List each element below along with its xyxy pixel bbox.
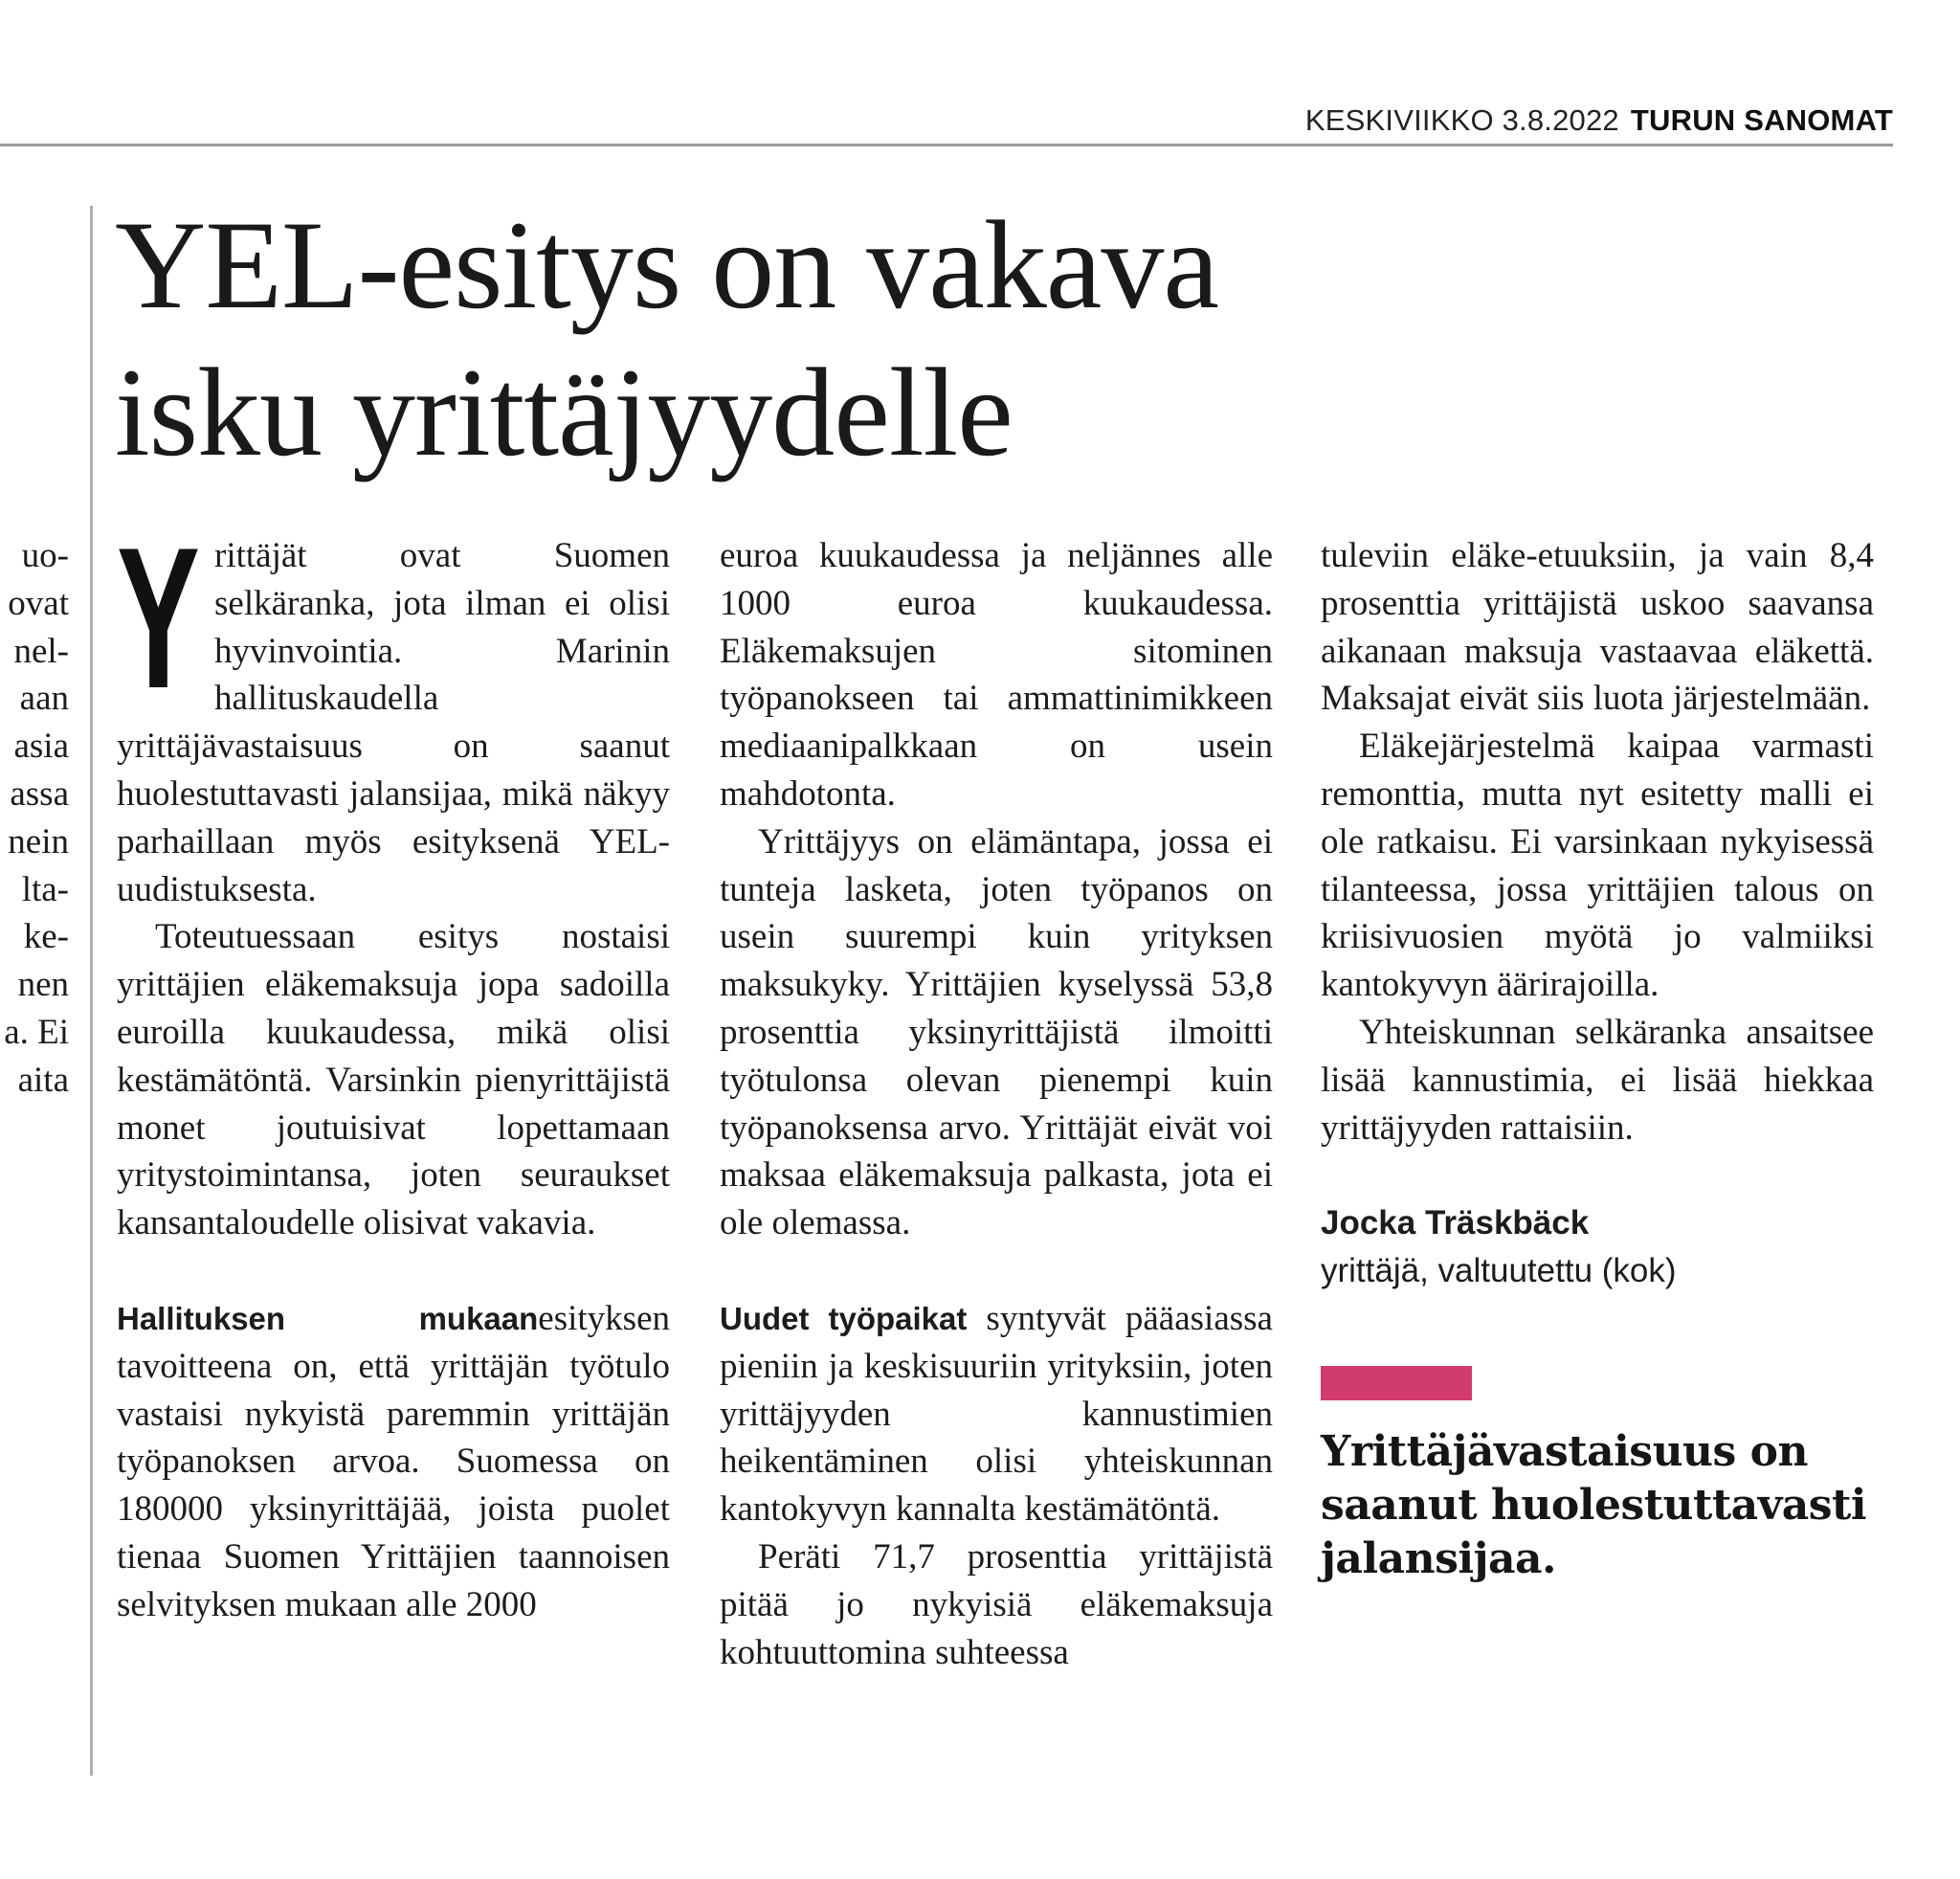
article-column-2 <box>720 532 1273 1676</box>
pullquote: Yrittäjävastaisuus on saanut huolestuttavasti jalansijaa. <box>1321 1427 1867 1584</box>
headline-line-1: YEL-esitys on vakava <box>115 194 1218 335</box>
masthead-rule <box>0 144 1893 146</box>
paragraph-7: Eläkejärjestelmä kaipaa varmasti remonttia, mutta nyt esitetty malli ei ole ratkaisu. Ei varsinkaan nykyisessä tilanteessa, jossa yrittäjien talous on kriisivuosien myötä jo valmiiksi kantokyvyn äärirajoilla. <box>1321 727 1874 1005</box>
paragraph-3-continued: euroa kuukaudessa ja neljännes alle 1000 euroa kuukaudessa. Eläkemaksujen sitominen työpanokseen tai ammattinimikkeen mediaanipalkkaan on usein mahdotonta. <box>720 536 1273 814</box>
article-column-3 <box>1321 532 1874 1586</box>
fragment-line: nen <box>17 965 69 1005</box>
paragraph-3-text-part1: esityksen tavoitteena on, että yrittäjän työtulo vastaisi nykyistä paremmin yrittäjän työpanoksen arvoa. Suomessa on 180000 yksinyrittäjää, joista puolet tienaa Suomen Yrittäjien taannoisen selvityksen mukaan alle 2000 <box>117 1298 670 1624</box>
byline <box>1321 1199 1874 1295</box>
fragment-line: ovat <box>8 583 69 623</box>
paragraph-6-start: Peräti 71,7 prosenttia yrittäjistä pitää jo nykyisiä eläkemaksuja kohtuuttomina suhteessa <box>720 1536 1273 1672</box>
paragraph-1 <box>117 505 670 913</box>
paragraph-5-lead: Uudet työpaikat <box>720 1300 968 1336</box>
fragment-line: nel- <box>13 631 69 671</box>
fragment-line: nein <box>8 821 69 861</box>
author-role: yrittäjä, valtuutettu (kok) <box>1321 1252 1677 1290</box>
paragraph-8: Yhteiskunnan selkäranka ansaitsee lisää kannustimia, ei lisää hiekkaa yrittäjyyden rattaisiin. <box>1321 1012 1874 1148</box>
fragment-line: lta- <box>21 869 69 909</box>
newspaper-name: TURUN SANOMAT <box>1630 103 1893 137</box>
paragraph-6-continued: tuleviin eläke-etuuksiin, ja vain 8,4 prosenttia yrittäjistä uskoo saavansa aikanaan maksuja vastaavaa eläkettä. Maksajat eivät siis luota järjestelmään. <box>1321 536 1874 719</box>
fragment-line: asia <box>13 727 69 767</box>
paragraph-5-text: syntyvät pääasiassa pieniin ja keskisuuriin yrityksiin, joten yrittäjyyden kannustimien heikentäminen olisi yhteiskunnan kantokyvyn kannalta kestämätöntä. <box>720 1298 1273 1530</box>
paragraph-1-text: rittäjät ovat Suomen selkäranka, jota ilman ei olisi hyvinvointia. Marinin hallituskaudella yrittäjävastaisuus on saanut huolestuttavasti jalansijaa, mikä näkyy parhaillaan myös esityksenä YEL-uudistuksesta. <box>117 536 670 909</box>
paragraph-2: Toteutuessaan esitys nostaisi yrittäjien eläkemaksuja jopa sadoilla euroilla kuukaudessa, mikä olisi kestämätöntä. Varsinkin pienyrittäjistä monet joutuisivat lopettamaan yritystoimintansa, joten seuraukset kansantaloudelle olisivat vakavia. <box>117 917 670 1243</box>
column-divider <box>90 206 93 1776</box>
fragment-line: aan <box>19 679 69 719</box>
article-column-1 <box>117 505 670 1629</box>
headline-line-2: isku yrittäjyydelle <box>115 342 1013 482</box>
fragment-line: a. Ei <box>4 1012 69 1052</box>
drop-cap: Y <box>117 505 200 730</box>
fragment-line: assa <box>10 773 69 814</box>
paragraph-5 <box>720 1295 1273 1533</box>
previous-article-fragment <box>0 532 69 1105</box>
article-headline <box>115 191 1838 486</box>
fragment-line: aita <box>17 1060 69 1100</box>
issue-date: KESKIVIIKKO 3.8.2022 <box>1304 103 1619 137</box>
fragment-line: ke- <box>23 917 69 957</box>
paragraph-4: Yrittäjyys on elämäntapa, jossa ei tunteja lasketa, joten työpanos on usein suurempi kuin yrityksen maksukyky. Yrittäjien kyselyssä 53,8 prosenttia yksinyrittäjistä ilmoitti työtulonsa olevan pienempi kuin työpanoksensa arvo. Yrittäjät eivät voi maksaa eläkemaksuja palkasta, jota ei ole olemassa. <box>720 821 1273 1243</box>
author-name: Jocka Träskbäck <box>1321 1204 1590 1242</box>
paragraph-3-start <box>117 1295 670 1629</box>
fragment-line: uo- <box>21 536 69 575</box>
pullquote-accent-bar <box>1321 1366 1472 1400</box>
masthead <box>1305 103 1893 138</box>
paragraph-3-lead: Hallituksen mukaan <box>117 1300 539 1336</box>
